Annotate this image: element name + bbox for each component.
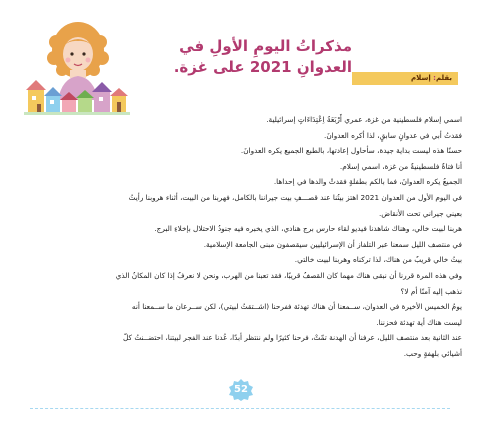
paragraph: حسنًا هذه ليست بداية جيدة، سأحاول إعادتها، بالطبع الجميع يكره العدوانَ. — [240, 146, 462, 156]
page-number: 52 — [234, 384, 248, 395]
author-name: إسلام — [411, 74, 431, 82]
paragraph: في منتصف الليل سمعنا عبر التلفاز أن الإسرائيليين سيقصفون مبنى الجامعة الإسلامية. — [203, 239, 462, 249]
paragraph: وفي هذه المرة قررنا أن نبقى هناك مهما كان القصفُ قريبًا، فقد تعبنا من الهرب، ونحن لا نعرفُ إذا كان المكانُ الذي — [115, 270, 462, 280]
paragraph: أشيائي بلهفةٍ وحب. — [403, 348, 462, 358]
title-line-2: العدوانِ 2021 على غزة. — [173, 58, 352, 76]
girl-with-houses-illustration — [22, 12, 132, 122]
paragraph: يومُ الخميس الأخيرة في العدوان، ســمعنا أن هناك تهدئة ففرحنا (اشــتقتُ لبيتي)، لكن ســرعان ما ســمعنا أنه — [131, 302, 462, 312]
title-line-1: مذكراتُ اليومِ الأولِ في — [179, 37, 352, 55]
author-label: بقلم — [435, 74, 452, 82]
paragraph: نذهب إليه آمنًا أم لا؟ — [400, 286, 462, 296]
paragraph: في اليوم الأول من العدوان 2021 اهتز بيتُنا عند قصـــفِ بيت جيراننا بالكامل، فهربنا من البيت، أثناء هروبنا رأيتُ — [128, 192, 462, 202]
paragraph: بعيني جيراني تحت الأنقاض. — [378, 208, 462, 218]
paragraph: عند الثانية بعد منتصف الليل، عرفنا أن الهدنة تمّتْ، فرحنا كثيرًا ولم ننتظر أبدًا، عُدنا عند الفجر لبيتنا، احتضــنتُ كلّ — [123, 333, 462, 343]
paragraph: هربنا لبيت خالي، وهناك شاهدنا فيديو لقاء حارس برج هنادي، الذي يخبره فيه جنودُ الاحتلال بإخلاءِ البرج. — [154, 224, 462, 234]
author-byline — [352, 72, 458, 85]
paragraph: ليست هناك أية تهدئة فحزننا. — [376, 317, 462, 327]
paragraph: الجميعُ يكره العدوانَ، فما بالكم بطفلةٍ فقدتْ والدها في إحداها. — [273, 177, 462, 187]
paragraph: اسمي إسلام فلسطينية من غزة، عمري أَرْبَعَةُ اِعْتِدَاءَاتٍ إسرائيلية. — [266, 115, 462, 124]
article-title — [152, 36, 352, 78]
footer-divider — [30, 408, 450, 409]
article-body — [18, 112, 462, 362]
paragraph: فقدتُ أبي في عدوانٍ سابقٍ، لذا أكره العدوانَ. — [324, 130, 462, 140]
author-separator: : — [430, 74, 436, 82]
paragraph: بيتُ خالي قريبٌ من هناك، لذا تركناه وهربنا لبيت خالتي. — [294, 255, 462, 265]
paragraph: أنا فتاةٌ فلسطينيةٌ من غزة، اسمي إسلام. — [339, 161, 462, 171]
